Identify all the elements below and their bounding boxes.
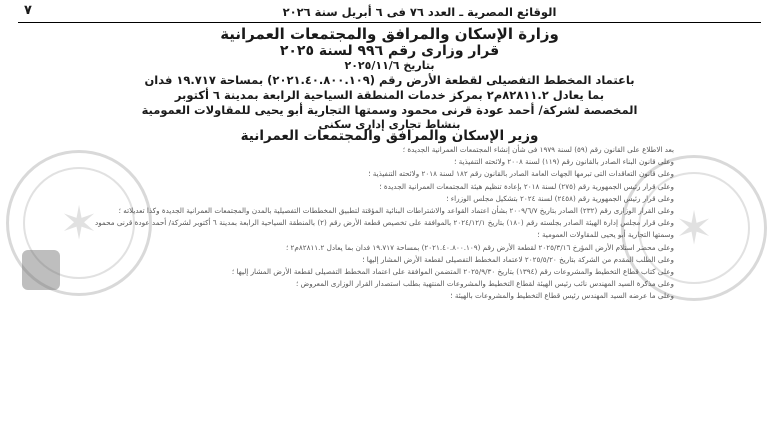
body-paragraph: وعلى قرار رئيس الجمهورية رقم (٢٧٥) لسنة ٢٠١٨ بإعادة تنظيم هيئة المجتمعات العمرانية الجديدة ؛ (379, 181, 674, 191)
body-paragraph: وعلى القرار الوزارى رقم (٢٣٢) الصادر بتاريخ ٢٠٠٩/٦/٧ بشأن اعتماد القواعد والاشتراطات البنائية المؤقتة لتطبيق المخططات التفصيلية بالمدن والمجتمعات العمرانية الجديدة وكذا تعديلاته ؛ (118, 206, 674, 216)
body-paragraph: وعلى محضر استلام الأرض المؤرخ ٢٠٢٥/٣/١٦ لقطعة الأرض رقم (٢٠٢١.٤٠.٨٠٠.١٠٩) بمساحة ١٩.٧١٧ فدان بما يعادل ٨٢٨١١.٢م٢ ؛ (285, 242, 674, 252)
decree-title-block (25, 26, 754, 132)
body-paragraph: وعلى قرار رئيس الجمهورية رقم (٢٤٥٨) لسنة ٢٠٢٤ بتشكيل مجلس الوزراء ؛ (446, 193, 674, 203)
seal-emblem-icon: ✶ (59, 196, 99, 250)
body-paragraph: وعلى كتاب قطاع التخطيط والمشروعات رقم (١٣٩٤) بتاريخ ٢٠٢٥/٩/٣٠ المتضمن الموافقة على اعتماد المخطط التفصيلى لقطعة الأرض المشار إليها ؛ (231, 267, 674, 277)
page-number: ٧ (24, 3, 32, 18)
gazette-header (18, 2, 761, 23)
body-paragraph: وعلى قانون البناء الصادر بالقانون رقم (١١٩) لسنة ٢٠٠٨ ولائحته التنفيذية ؛ (454, 157, 674, 167)
decree-subject-line-3: المخصصة لشركة/ أحمد عودة قرنى محمود وسمتها التجارية أبو يحيى للمقاولات العمومية (141, 103, 638, 117)
decree-subject-line-4: بنشاط تجارى إدارى سكنى (318, 118, 461, 131)
ministry-name: وزارة الإسكان والمرافق والمجتمعات العمرانية (220, 25, 559, 43)
gazette-header-text: الوقائع المصرية ـ العدد ٧٦ فى ٦ أبريل سنة ٢٠٢٦ (282, 5, 557, 19)
decree-body (95, 144, 674, 439)
body-paragraph: وعلى قرار مجلس إدارة الهيئة الصادر بجلسته رقم (١٨٠) بتاريخ ٢٠٢٤/١٢/١ بالموافقة على تخصيص قطعة الأرض رقم (٢) بالمنطقة السياحية الرابعة بمدينة ٦ أكتوبر لشركة/ أحمد عودة قرنى محمود وسمتها التجارية أبو يحيى للمقاولات العمومية ؛ (95, 218, 675, 240)
body-paragraph: بعد الاطلاع على القانون رقم (٥٩) لسنة ١٩٧٩ فى شأن إنشاء المجتمعات العمرانية الجديدة ؛ (402, 145, 674, 154)
decree-subject-line-1: باعتماد المخطط التفصيلى لقطعة الأرض رقم (٢٠٢١.٤٠.٨٠٠.١٠٩) بمساحة ١٩.٧١٧ فدان (144, 73, 635, 87)
body-paragraph: وعلى الطلب المقدم من الشركة بتاريخ ٢٠٢٥/٥/٢٠ لاعتماد المخطط التفصيلى لقطعة الأرض المشار إليها ؛ (362, 254, 674, 264)
decree-date: بتاريخ ٢٠٢٥/١١/٦ (344, 59, 435, 72)
ink-blot (22, 250, 60, 290)
decree-subject-line-2: بما يعادل ٨٢٨١١.٢م٢ بمركز خدمات المنطقة السياحية الرابعة بمدينة ٦ أكتوبر (174, 88, 605, 102)
decree-title: قرار وزارى رقم ٩٩٦ لسنة ٢٠٢٥ (279, 43, 500, 59)
body-paragraph: وعلى مذكرة السيد المهندس نائب رئيس الهيئة لقطاع التخطيط والمشروعات المنتهية بطلب استصدار القرار الوزارى المعروض ؛ (295, 279, 674, 289)
body-paragraph: وعلى ما عرضه السيد المهندس رئيس قطاع التخطيط والمشروعات بالهيئة ؛ (450, 291, 674, 301)
seal-emblem-icon: ✶ (674, 201, 714, 255)
body-paragraph: وعلى قانون التعاقدات التى تبرمها الجهات العامة الصادر بالقانون رقم ١٨٢ لسنة ٢٠١٨ ولائحته التنفيذية ؛ (368, 169, 674, 179)
minister-heading: وزير الإسكان والمرافق والمجتمعات العمرانية (240, 128, 539, 144)
